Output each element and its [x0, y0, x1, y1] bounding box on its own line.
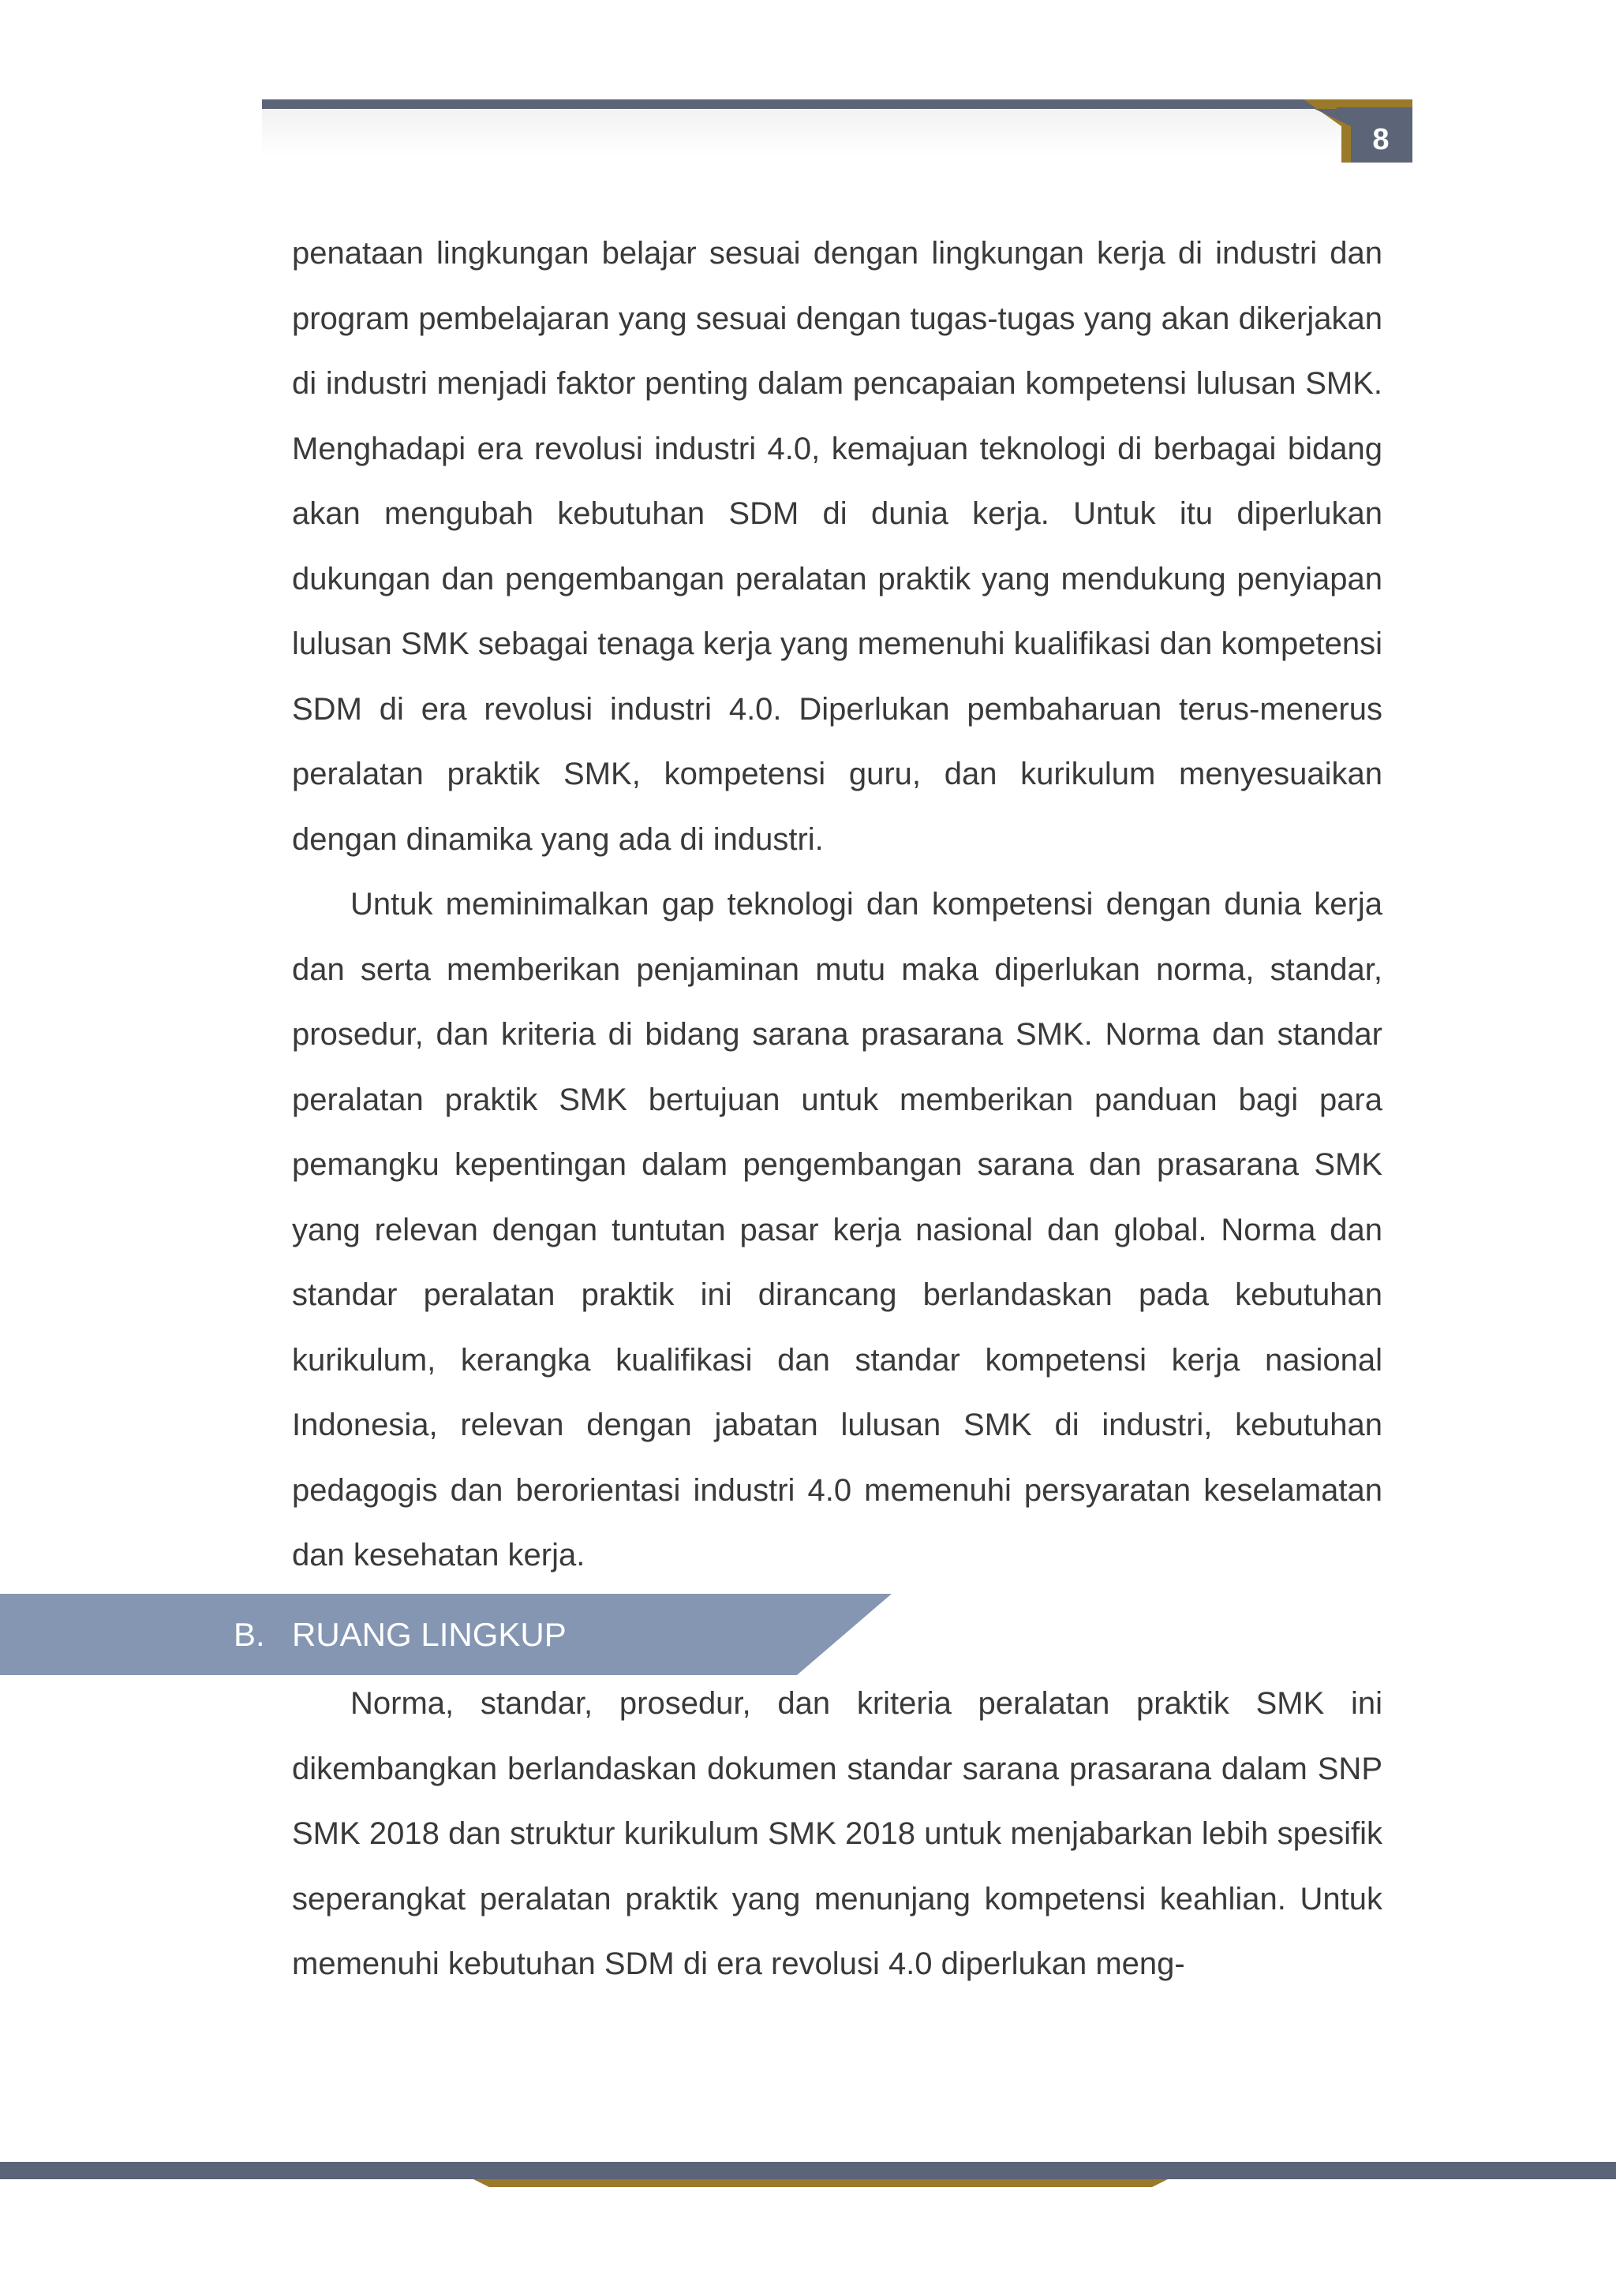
footer-band-bar — [0, 2162, 1616, 2179]
section-title: RUANG LINGKUP — [292, 1616, 567, 1653]
section-paragraph: Norma, standar, prosedur, dan kriteria peralatan praktik SMK ini dikembangkan berlandaskan dokumen standar sarana prasarana dalam SNP SMK 2018 dan struktur kurikulum SMK 2018 untuk menjabarkan lebih spesifik seperangkat peralatan praktik yang menunjang kompetensi keahlian. Untuk memenuhi kebutuhan SDM di era revolusi 4.0 diperlukan meng- — [292, 1686, 1382, 1981]
body-paragraph: penataan lingkungan belajar sesuai dengan lingkungan kerja di industri dan program pembelajaran yang sesuai dengan tugas-tugas yang akan dikerjakan di industri menjadi faktor penting dalam pencapaian kompetensi lulusan SMK. Menghadapi era revolusi industri 4.0, kemajuan teknologi di berbagai bidang akan mengubah kebutuhan SDM di dunia kerja. Untuk itu diperlukan dukungan dan pengembangan peralatan praktik yang mendukung penyiapan lulusan SMK sebagai tenaga kerja yang memenuhi kualifikasi dan kompetensi SDM di era revolusi industri 4.0. Diperlukan pembaharuan terus-menerus peralatan praktik SMK, kompetensi guru, dan kurikulum menyesuaikan dengan dinamika yang ada di industri. — [292, 236, 1382, 857]
body-content — [292, 221, 1382, 1588]
body-paragraph: Untuk meminimalkan gap teknologi dan kompetensi dengan dunia kerja dan serta memberikan penjaminan mutu maka diperlukan norma, standar, prosedur, dan kriteria di bidang sarana prasarana SMK. Norma dan standar peralatan praktik SMK bertujuan untuk memberikan panduan bagi para pemangku kepentingan dalam pengembangan sarana dan prasarana SMK yang relevan dengan tuntutan pasar kerja nasional dan global. Norma dan standar peralatan praktik ini dirancang berlandaskan pada kebutuhan kurikulum, kerangka kualifikasi dan standar kompetensi kerja nasional Indonesia, relevan dengan jabatan lulusan SMK di industri, kebutuhan pedagogis dan berorientasi industri 4.0 memenuhi persyaratan keselamatan dan kesehatan kerja. — [292, 887, 1382, 1572]
section-content — [292, 1671, 1382, 1997]
section-heading — [234, 1594, 567, 1675]
page-number: 8 — [1372, 123, 1390, 156]
footer-gold-accent — [473, 2179, 1168, 2187]
footer-band — [0, 2154, 1616, 2217]
section-letter: B. — [234, 1616, 265, 1653]
